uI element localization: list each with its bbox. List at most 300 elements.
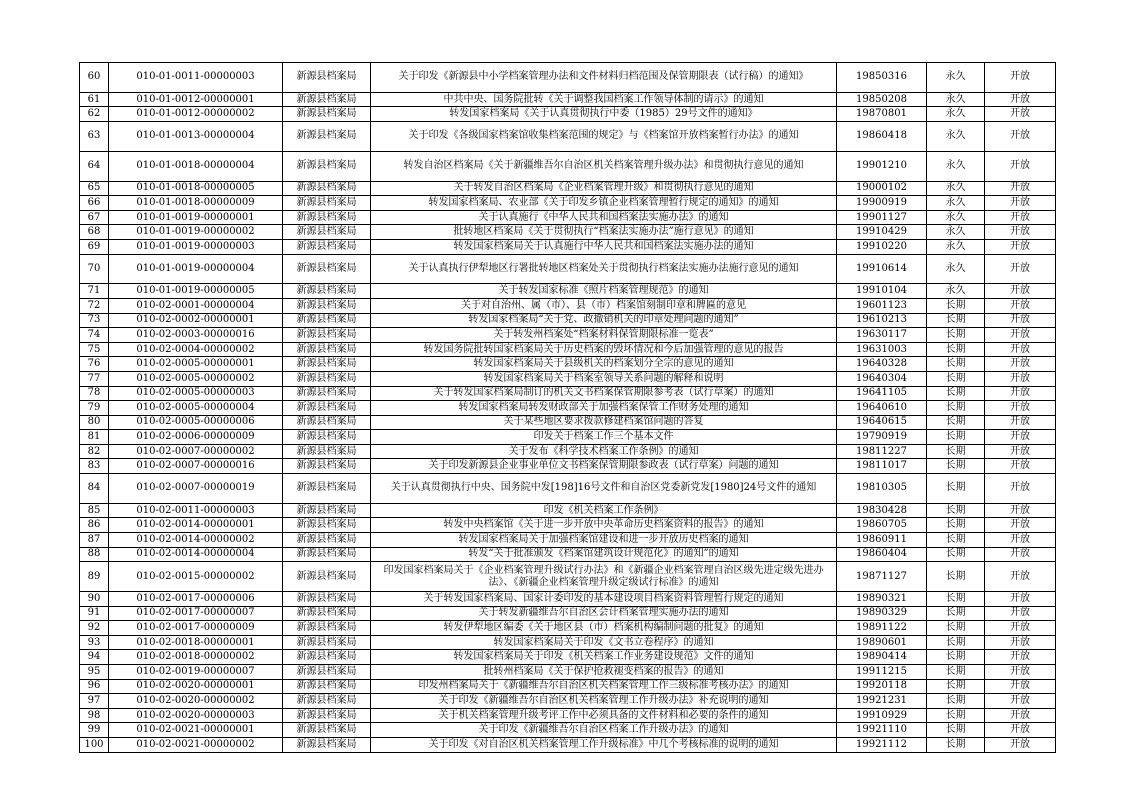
row-number-cell: 72 [80,298,109,313]
document-title-cell: 关于印发《新源县中小学档案管理办法和文件材料归档范围及保管期限表（试行稿）的通知》 [371,63,837,93]
document-date-cell: 19870801 [837,107,927,122]
access-status-cell: 开放 [985,415,1056,430]
document-title-cell: 关于机关档案管理升级考评工作中必须具备的文件材料和必要的条件的通知 [371,708,837,723]
archive-code-cell: 010-02-0003-00000016 [109,328,283,343]
row-number-cell: 71 [80,284,109,299]
document-title-cell: 印发州档案局关于《新疆维吾尔自治区机关档案管理工作三级标准考核办法》的通知 [371,679,837,694]
document-title-cell: 关于认真贯彻执行中央、国务院中发[198]16号文件和自治区党委新党发[1980]24号文件的通知 [371,474,837,504]
agency-name-cell: 新源县档案局 [283,621,371,636]
document-title-cell: 关于认真施行《中华人民共和国档案法实施办法》的通知 [371,210,837,225]
table-row [80,635,1056,650]
retention-period-cell: 永久 [927,107,985,122]
document-title-cell: 关于印发新源县企业事业单位文书档案保管期限参政表（试行草案）问题的通知 [371,459,837,474]
access-status-cell: 开放 [985,459,1056,474]
retention-period-cell: 永久 [927,225,985,240]
agency-name-cell: 新源县档案局 [283,723,371,738]
row-number-cell: 68 [80,225,109,240]
archive-code-cell: 010-01-0018-00000009 [109,196,283,211]
agency-name-cell: 新源县档案局 [283,196,371,211]
access-status-cell: 开放 [985,284,1056,299]
document-date-cell: 19640328 [837,357,927,372]
retention-period-cell: 长期 [927,708,985,723]
document-title-cell: 转发国家档案局关于印发《文书立卷程序》的通知 [371,635,837,650]
document-date-cell: 19910929 [837,708,927,723]
row-number-cell: 73 [80,313,109,328]
document-title-cell: 关于印发《新疆维吾尔自治区档案工作升级办法》的通知 [371,723,837,738]
agency-name-cell: 新源县档案局 [283,650,371,665]
agency-name-cell: 新源县档案局 [283,503,371,518]
table-row [80,401,1056,416]
document-title-cell: 印发国家档案局关于《企业档案管理升级试行办法》和《新疆企业档案管理自治区级先进定级先进办法》、《新疆企业档案管理升级定级试行标准》的通知 [371,562,837,592]
archive-code-cell: 010-02-0007-00000016 [109,459,283,474]
document-title-cell: 转发国家档案局《关于认真贯彻执行中委（1985）29号文件的通知》 [371,107,837,122]
access-status-cell: 开放 [985,562,1056,592]
table-row [80,63,1056,93]
table-row [80,723,1056,738]
agency-name-cell: 新源县档案局 [283,635,371,650]
table-row [80,313,1056,328]
row-number-cell: 99 [80,723,109,738]
document-date-cell: 19601123 [837,298,927,313]
document-date-cell: 19910220 [837,239,927,254]
document-title-cell: 转发国家档案局关于印发《机关档案工作业务建设规范》文件的通知 [371,650,837,665]
row-number-cell: 87 [80,533,109,548]
retention-period-cell: 长期 [927,665,985,680]
document-title-cell: 关于对自治州、属（市）、县（市）档案馆刻制印章和牌匾的意见 [371,298,837,313]
document-title-cell: 转发中央档案馆《关于进一步开放中央革命历史档案资料的报告》的通知 [371,518,837,533]
table-row [80,284,1056,299]
retention-period-cell: 长期 [927,547,985,562]
retention-period-cell: 长期 [927,386,985,401]
row-number-cell: 82 [80,444,109,459]
retention-period-cell: 长期 [927,737,985,752]
document-title-cell: 关于印发《各级国家档案馆收集档案范围的规定》与《档案馆开放档案暂行办法》的通知 [371,121,837,151]
document-date-cell: 19911215 [837,665,927,680]
retention-period-cell: 永久 [927,63,985,93]
document-date-cell: 19810305 [837,474,927,504]
archive-code-cell: 010-02-0021-00000002 [109,737,283,752]
document-title-cell: 转发国家档案局关于认真施行中华人民共和国档案法实施办法的通知 [371,239,837,254]
agency-name-cell: 新源县档案局 [283,210,371,225]
row-number-cell: 95 [80,665,109,680]
archive-code-cell: 010-02-0005-00000003 [109,386,283,401]
access-status-cell: 开放 [985,444,1056,459]
retention-period-cell: 长期 [927,474,985,504]
access-status-cell: 开放 [985,723,1056,738]
access-status-cell: 开放 [985,503,1056,518]
archive-code-cell: 010-01-0019-00000002 [109,225,283,240]
document-title-cell: 关于印发《对自治区机关档案管理工作升级标准》中几个考核标准的说明的通知 [371,737,837,752]
table-body [80,63,1056,753]
retention-period-cell: 长期 [927,635,985,650]
table-row [80,533,1056,548]
agency-name-cell: 新源县档案局 [283,107,371,122]
agency-name-cell: 新源县档案局 [283,708,371,723]
agency-name-cell: 新源县档案局 [283,592,371,607]
table-row [80,239,1056,254]
access-status-cell: 开放 [985,533,1056,548]
access-status-cell: 开放 [985,371,1056,386]
document-date-cell: 19630117 [837,328,927,343]
archive-code-cell: 010-02-0018-00000001 [109,635,283,650]
document-title-cell: 印发《机关档案工作条例》 [371,503,837,518]
retention-period-cell: 长期 [927,621,985,636]
archive-code-cell: 010-01-0018-00000004 [109,151,283,181]
retention-period-cell: 长期 [927,459,985,474]
row-number-cell: 65 [80,181,109,196]
document-date-cell: 19811227 [837,444,927,459]
row-number-cell: 63 [80,121,109,151]
archive-code-cell: 010-02-0005-00000004 [109,401,283,416]
document-date-cell: 19860911 [837,533,927,548]
document-date-cell: 19901127 [837,210,927,225]
retention-period-cell: 长期 [927,342,985,357]
row-number-cell: 98 [80,708,109,723]
agency-name-cell: 新源县档案局 [283,401,371,416]
access-status-cell: 开放 [985,386,1056,401]
row-number-cell: 97 [80,694,109,709]
access-status-cell: 开放 [985,254,1056,284]
access-status-cell: 开放 [985,737,1056,752]
access-status-cell: 开放 [985,225,1056,240]
document-title-cell: 转发国务院批转国家档案局关于历史档案的毁坏情况和今后加强管理的意见的报告 [371,342,837,357]
document-title-cell: 转发国家档案局“关于党、政撤销机关的印章处理问题的通知” [371,313,837,328]
row-number-cell: 80 [80,415,109,430]
archive-code-cell: 010-01-0012-00000002 [109,107,283,122]
retention-period-cell: 永久 [927,210,985,225]
access-status-cell: 开放 [985,313,1056,328]
document-date-cell: 19890414 [837,650,927,665]
access-status-cell: 开放 [985,679,1056,694]
retention-period-cell: 长期 [927,298,985,313]
access-status-cell: 开放 [985,210,1056,225]
document-date-cell: 19640304 [837,371,927,386]
document-title-cell: 关于转发新疆维吾尔自治区会计档案管理实施办法的通知 [371,606,837,621]
document-date-cell: 19640610 [837,401,927,416]
document-date-cell: 19641105 [837,386,927,401]
archive-code-cell: 010-02-0020-00000001 [109,679,283,694]
access-status-cell: 开放 [985,63,1056,93]
document-date-cell: 19901210 [837,151,927,181]
access-status-cell: 开放 [985,401,1056,416]
document-title-cell: 关于转发自治区档案局《企业档案管理升级》和贯彻执行意见的通知 [371,181,837,196]
table-row [80,342,1056,357]
agency-name-cell: 新源县档案局 [283,415,371,430]
table-row [80,621,1056,636]
document-title-cell: 关于认真执行伊犁地区行署批转地区档案处关于贯彻执行档案法实施办法施行意见的通知 [371,254,837,284]
archive-code-cell: 010-02-0007-00000002 [109,444,283,459]
row-number-cell: 93 [80,635,109,650]
table-row [80,708,1056,723]
agency-name-cell: 新源县档案局 [283,121,371,151]
access-status-cell: 开放 [985,665,1056,680]
access-status-cell: 开放 [985,650,1056,665]
document-date-cell: 19610213 [837,313,927,328]
retention-period-cell: 永久 [927,254,985,284]
archive-code-cell: 010-02-0011-00000003 [109,503,283,518]
row-number-cell: 96 [80,679,109,694]
document-date-cell: 19910104 [837,284,927,299]
row-number-cell: 90 [80,592,109,607]
table-row [80,444,1056,459]
table-row [80,694,1056,709]
archive-code-cell: 010-01-0019-00000005 [109,284,283,299]
archive-code-cell: 010-02-0014-00000004 [109,547,283,562]
document-date-cell: 19830428 [837,503,927,518]
document-date-cell: 19860418 [837,121,927,151]
access-status-cell: 开放 [985,430,1056,445]
agency-name-cell: 新源县档案局 [283,371,371,386]
access-status-cell: 开放 [985,708,1056,723]
document-title-cell: 转发“关于批准颁发《档案馆建筑设计规范化》的通知”的通知 [371,547,837,562]
archive-catalog-table [79,62,1056,753]
document-date-cell: 19921231 [837,694,927,709]
retention-period-cell: 永久 [927,151,985,181]
document-title-cell: 转发国家档案局转发财政部关于加强档案保管工作财务处理的通知 [371,401,837,416]
table-row [80,254,1056,284]
table-row [80,328,1056,343]
retention-period-cell: 长期 [927,430,985,445]
document-date-cell: 19920118 [837,679,927,694]
document-date-cell: 19631003 [837,342,927,357]
retention-period-cell: 长期 [927,723,985,738]
agency-name-cell: 新源县档案局 [283,474,371,504]
document-date-cell: 19890321 [837,592,927,607]
access-status-cell: 开放 [985,151,1056,181]
row-number-cell: 85 [80,503,109,518]
document-title-cell: 转发国家档案局关于档案室领导关系问题的解释和说明 [371,371,837,386]
access-status-cell: 开放 [985,107,1056,122]
table-row [80,503,1056,518]
archive-code-cell: 010-01-0011-00000003 [109,63,283,93]
document-title-cell: 转发国家档案局、农业部《关于印发乡镇企业档案管理暂行规定的通知》的通知 [371,196,837,211]
table-row [80,459,1056,474]
agency-name-cell: 新源县档案局 [283,342,371,357]
retention-period-cell: 长期 [927,606,985,621]
retention-period-cell: 长期 [927,518,985,533]
row-number-cell: 83 [80,459,109,474]
agency-name-cell: 新源县档案局 [283,430,371,445]
table-row [80,181,1056,196]
retention-period-cell: 永久 [927,196,985,211]
document-title-cell: 转发自治区档案局《关于新疆维吾尔自治区机关档案管理升级办法》和贯彻执行意见的通知 [371,151,837,181]
archive-code-cell: 010-02-0005-00000006 [109,415,283,430]
document-date-cell: 19890601 [837,635,927,650]
access-status-cell: 开放 [985,635,1056,650]
access-status-cell: 开放 [985,694,1056,709]
agency-name-cell: 新源县档案局 [283,313,371,328]
table-row [80,592,1056,607]
retention-period-cell: 长期 [927,592,985,607]
agency-name-cell: 新源县档案局 [283,328,371,343]
access-status-cell: 开放 [985,342,1056,357]
table-row [80,650,1056,665]
agency-name-cell: 新源县档案局 [283,533,371,548]
table-row [80,562,1056,592]
row-number-cell: 76 [80,357,109,372]
document-title-cell: 关于印发《新疆维吾尔自治区机关档案管理工作升级办法》补充说明的通知 [371,694,837,709]
document-title-cell: 批转州档案局《关于保护抢救褪变档案的报告》的通知 [371,665,837,680]
document-date-cell: 19921110 [837,723,927,738]
agency-name-cell: 新源县档案局 [283,92,371,107]
retention-period-cell: 永久 [927,239,985,254]
document-date-cell: 19000102 [837,181,927,196]
retention-period-cell: 永久 [927,284,985,299]
retention-period-cell: 长期 [927,444,985,459]
table-row [80,196,1056,211]
table-row [80,547,1056,562]
retention-period-cell: 长期 [927,694,985,709]
document-date-cell: 19900919 [837,196,927,211]
document-title-cell: 关于发布《科学技术档案工作条例》的通知 [371,444,837,459]
table-row [80,415,1056,430]
row-number-cell: 91 [80,606,109,621]
table-row [80,121,1056,151]
retention-period-cell: 长期 [927,328,985,343]
row-number-cell: 81 [80,430,109,445]
document-title-cell: 中共中央、国务院批转《关于调整我国档案工作领导体制的请示》的通知 [371,92,837,107]
row-number-cell: 77 [80,371,109,386]
archive-code-cell: 010-01-0018-00000005 [109,181,283,196]
archive-code-cell: 010-02-0007-00000019 [109,474,283,504]
archive-code-cell: 010-02-0005-00000002 [109,371,283,386]
agency-name-cell: 新源县档案局 [283,63,371,93]
access-status-cell: 开放 [985,196,1056,211]
table-row [80,518,1056,533]
row-number-cell: 61 [80,92,109,107]
row-number-cell: 64 [80,151,109,181]
agency-name-cell: 新源县档案局 [283,665,371,680]
agency-name-cell: 新源县档案局 [283,562,371,592]
retention-period-cell: 长期 [927,562,985,592]
document-title-cell: 关于转发国家档案局制订的机关文书档案保管期限参考表（试行草案）的通知 [371,386,837,401]
archive-code-cell: 010-01-0019-00000001 [109,210,283,225]
access-status-cell: 开放 [985,606,1056,621]
access-status-cell: 开放 [985,298,1056,313]
row-number-cell: 66 [80,196,109,211]
document-date-cell: 19790919 [837,430,927,445]
row-number-cell: 62 [80,107,109,122]
access-status-cell: 开放 [985,621,1056,636]
archive-code-cell: 010-02-0001-00000004 [109,298,283,313]
agency-name-cell: 新源县档案局 [283,284,371,299]
archive-code-cell: 010-01-0019-00000003 [109,239,283,254]
document-title-cell: 转发伊犁地区编委《关于地区县（市）档案机构编制问题的批复》的通知 [371,621,837,636]
retention-period-cell: 永久 [927,92,985,107]
row-number-cell: 74 [80,328,109,343]
table-row [80,210,1056,225]
table-row [80,357,1056,372]
row-number-cell: 84 [80,474,109,504]
archive-code-cell: 010-02-0020-00000003 [109,708,283,723]
access-status-cell: 开放 [985,357,1056,372]
agency-name-cell: 新源县档案局 [283,357,371,372]
access-status-cell: 开放 [985,328,1056,343]
row-number-cell: 79 [80,401,109,416]
row-number-cell: 70 [80,254,109,284]
document-date-cell: 19860705 [837,518,927,533]
document-date-cell: 19890329 [837,606,927,621]
table-row [80,679,1056,694]
agency-name-cell: 新源县档案局 [283,459,371,474]
archive-code-cell: 010-02-0021-00000001 [109,723,283,738]
table-row [80,606,1056,621]
row-number-cell: 86 [80,518,109,533]
row-number-cell: 60 [80,63,109,93]
agency-name-cell: 新源县档案局 [283,181,371,196]
access-status-cell: 开放 [985,181,1056,196]
document-date-cell: 19640615 [837,415,927,430]
table-row [80,92,1056,107]
table-row [80,430,1056,445]
retention-period-cell: 长期 [927,650,985,665]
document-title-cell: 关于转发州档案处“档案材料保管期限标准一览表” [371,328,837,343]
agency-name-cell: 新源县档案局 [283,547,371,562]
row-number-cell: 89 [80,562,109,592]
row-number-cell: 92 [80,621,109,636]
access-status-cell: 开放 [985,592,1056,607]
document-date-cell: 19850316 [837,63,927,93]
document-date-cell: 19910614 [837,254,927,284]
retention-period-cell: 长期 [927,679,985,694]
archive-code-cell: 010-02-0017-00000007 [109,606,283,621]
archive-code-cell: 010-02-0006-00000009 [109,430,283,445]
document-title-cell: 关于某些地区要求拨款修建档案馆问题的答复 [371,415,837,430]
access-status-cell: 开放 [985,474,1056,504]
agency-name-cell: 新源县档案局 [283,694,371,709]
archive-code-cell: 010-02-0004-00000002 [109,342,283,357]
archive-code-cell: 010-02-0018-00000002 [109,650,283,665]
archive-code-cell: 010-02-0014-00000002 [109,533,283,548]
access-status-cell: 开放 [985,547,1056,562]
row-number-cell: 69 [80,239,109,254]
table-row [80,386,1056,401]
table-row [80,151,1056,181]
retention-period-cell: 长期 [927,503,985,518]
retention-period-cell: 永久 [927,181,985,196]
retention-period-cell: 长期 [927,357,985,372]
document-date-cell: 19811017 [837,459,927,474]
agency-name-cell: 新源县档案局 [283,225,371,240]
access-status-cell: 开放 [985,239,1056,254]
archive-code-cell: 010-02-0020-00000002 [109,694,283,709]
retention-period-cell: 永久 [927,121,985,151]
table-row [80,737,1056,752]
table-row [80,474,1056,504]
archive-code-cell: 010-02-0005-00000001 [109,357,283,372]
agency-name-cell: 新源县档案局 [283,151,371,181]
archive-code-cell: 010-01-0019-00000004 [109,254,283,284]
archive-code-cell: 010-02-0015-00000002 [109,562,283,592]
document-title-cell: 印发关于档案工作三个基本文件 [371,430,837,445]
agency-name-cell: 新源县档案局 [283,679,371,694]
retention-period-cell: 长期 [927,401,985,416]
document-date-cell: 19860404 [837,547,927,562]
archive-code-cell: 010-02-0017-00000006 [109,592,283,607]
document-date-cell: 19921112 [837,737,927,752]
table-row [80,665,1056,680]
agency-name-cell: 新源县档案局 [283,444,371,459]
document-title-cell: 关于转发国家标准《照片档案管理规范》的通知 [371,284,837,299]
row-number-cell: 78 [80,386,109,401]
archive-code-cell: 010-01-0013-00000004 [109,121,283,151]
retention-period-cell: 长期 [927,533,985,548]
row-number-cell: 94 [80,650,109,665]
document-title-cell: 关于转发国家档案局、国家计委印发的基本建设项目档案资料管理暂行规定的通知 [371,592,837,607]
document-date-cell: 19871127 [837,562,927,592]
row-number-cell: 88 [80,547,109,562]
retention-period-cell: 长期 [927,313,985,328]
